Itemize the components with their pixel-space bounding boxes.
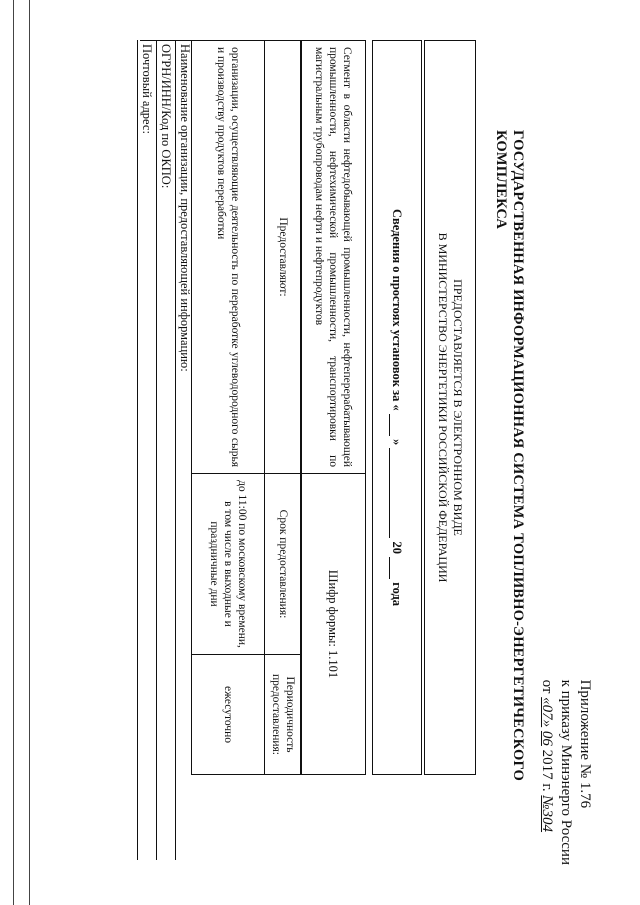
date-year: 2017 (539, 749, 555, 780)
postal-address-field[interactable]: Почтовый адрес: (137, 40, 156, 860)
appendix-block (537, 680, 594, 865)
cell-periodicity: ежесуточно (192, 655, 265, 775)
electronic-line-2: В МИНИСТЕРСТВО ЭНЕРГЕТИКИ РОССИЙСКОЙ ФЕДЕРАЦИИ (436, 232, 450, 583)
year-blank[interactable] (390, 557, 403, 579)
form-code: Шифр формы: 1.101 (301, 474, 366, 775)
appendix-number: Приложение № 1.76 (577, 679, 593, 809)
report-year-prefix: 20 (390, 541, 405, 554)
cell-deadline: до 11:00 по московскому времени, в том числе в выходные и праздничные дни (192, 474, 265, 655)
month-blank[interactable] (390, 448, 403, 538)
organization-info (137, 40, 194, 860)
submission-table (191, 40, 302, 775)
appendix-order: к приказу Минэнерго России (558, 679, 574, 865)
header-submitters: Предоставляют: (265, 41, 302, 474)
electronic-notice-box (424, 40, 476, 775)
date-day: «07» (539, 697, 555, 728)
submission-row (192, 41, 265, 775)
scan-edge-rule (29, 0, 30, 905)
ogrn-inn-field[interactable]: ОГРН/ИНН/Код по ОКПО: (156, 40, 175, 860)
info-left-rule (140, 40, 194, 41)
report-title-box: Сведения о простоях установок за « » 20 года (372, 40, 422, 775)
header-deadline: Срок предоставления: (265, 474, 302, 655)
day-blank[interactable] (390, 414, 403, 436)
org-name-field[interactable]: Наименование организации, предоставляющей информацию: (175, 40, 194, 860)
segment-text: Сегмент в области нефтедобывающей промышленности, нефтеперерабатывающей промышленности, нефтехимической промышленности, транспортировки по магистральным трубопроводам нефти и нефтепродуктов (301, 41, 366, 474)
cell-submitters: организации, осуществляющие деятельность по переработке углеводородного сырья и производству продуктов переработки (192, 41, 265, 474)
appendix-date: от «07» 06 2017 г. №304 (539, 679, 555, 833)
scan-edge-rule (13, 0, 14, 905)
header-periodicity: Периодичность предоставления: (265, 655, 302, 775)
submission-header-row (265, 41, 302, 775)
page-title: ГОСУДАРСТВЕННАЯ ИНФОРМАЦИОННАЯ СИСТЕМА ТОПЛИВНО-ЭНЕРГЕТИЧЕСКОГО КОМПЛЕКСА (493, 130, 526, 782)
report-title-prefix: Сведения о простоях установок за « (390, 208, 405, 411)
order-number: №304 (539, 795, 555, 833)
segment-box (300, 40, 366, 775)
report-title-suffix: года (390, 582, 405, 607)
date-month: 06 (539, 730, 555, 746)
electronic-line-1: ПРЕДОСТАВЛЯЕТСЯ В ЭЛЕКТРОННОМ ВИДЕ (451, 279, 465, 536)
